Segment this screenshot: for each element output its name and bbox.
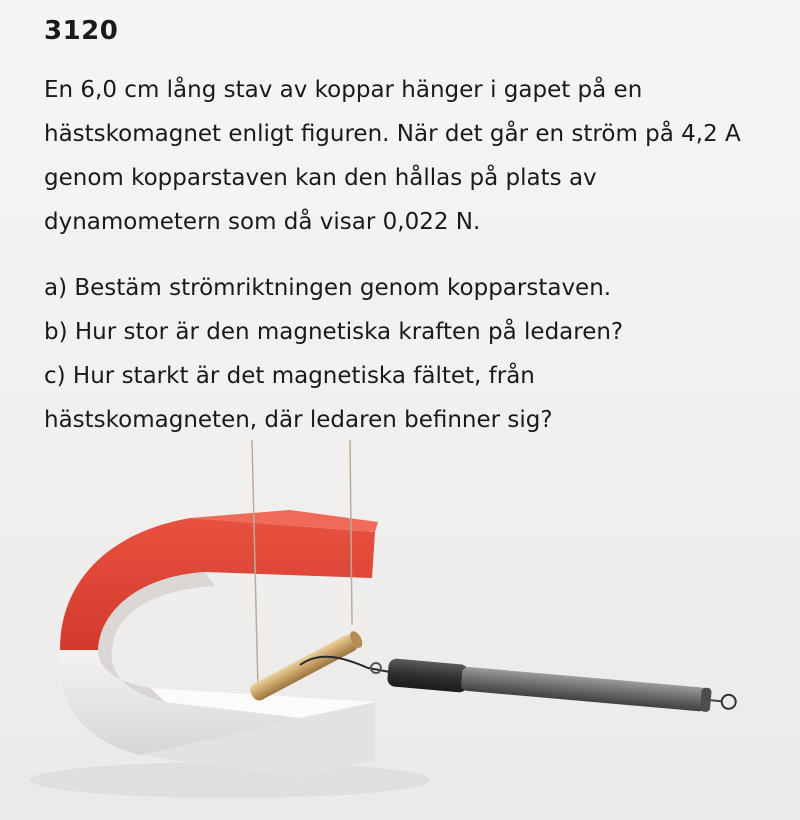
statement-line: En 6,0 cm lång stav av koppar hänger i gapet på en [44, 77, 643, 103]
question-a: a) Bestäm strömriktningen genom kopparstaven. [44, 275, 612, 301]
problem-statement [44, 68, 784, 244]
copper-rod [248, 629, 365, 703]
question-c-continued: hästskomagneten, där ledaren befinner sig? [44, 407, 553, 433]
thread-right [350, 440, 352, 625]
statement-line: hästskomagnet enligt figuren. När det går en ström på 4,2 A [44, 121, 741, 147]
question-list [44, 266, 784, 442]
statement-line: genom kopparstaven kan den hållas på plats av [44, 165, 597, 191]
dynamometer [387, 658, 737, 716]
statement-line: dynamometern som då visar 0,022 N. [44, 209, 481, 235]
question-c: c) Hur starkt är det magnetiska fältet, från [44, 363, 535, 389]
magnet-figure [0, 440, 800, 820]
problem-number: 3120 [44, 16, 119, 46]
question-b: b) Hur stor är den magnetiska kraften på ledaren? [44, 319, 624, 345]
